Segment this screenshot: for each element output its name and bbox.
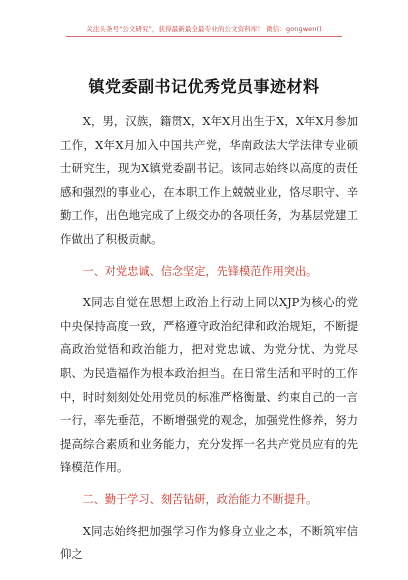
paragraph-intro: X，男，汉族，籍贯X，X年X月出生于X，X年X月参加工作，X年X月加入中国共产党，华南政法大学法律专业硕士研究生，现为X镇党委副书记。该同志始终以高度的责任感和强烈的事业心，在本职工作上兢兢业业，恪尽职守、辛勤工作，出色地完成了上级交办的各项任务，为基层党建工作做出了积极贡献。	[60, 114, 358, 246]
document-title: 镇党委副书记优秀党员事迹材料	[88, 77, 320, 96]
paragraph-loyalty: X同志自觉在思想上政治上行动上同以XJP为核心的党中央保持高度一致，严格遵守政治纪律和政治规矩，不断提高政治觉悟和政治能力，把对党忠诚、为党分忧、为党尽职、为民造福作为根本政治担当。在日常生活和平时的工作中，时时刻刻处处用党员的标准严格衡量、约束自己的一言一行，率先垂范，不断增强党的观念，加强党性修养，努力提高综合素质和业务能力，充分发挥一名共产党员应有的先锋模范作用。	[60, 295, 358, 475]
header-note: 关注头条号"公文研究"，获得最新最全最专业的公文资料库！ 微信：gongwen()	[86, 25, 322, 33]
document-body	[60, 110, 358, 567]
header-divider	[66, 36, 342, 37]
paragraph-study: X同志始终把加强学习作为修身立业之本，不断筑牢信仰之	[60, 523, 358, 562]
section-heading-1: 一、对党忠诚、信念坚定，先锋模范作用突出。	[82, 264, 318, 278]
section-heading-2: 二、勤于学习、刻苦钻研，政治能力不断提升。	[82, 492, 318, 506]
